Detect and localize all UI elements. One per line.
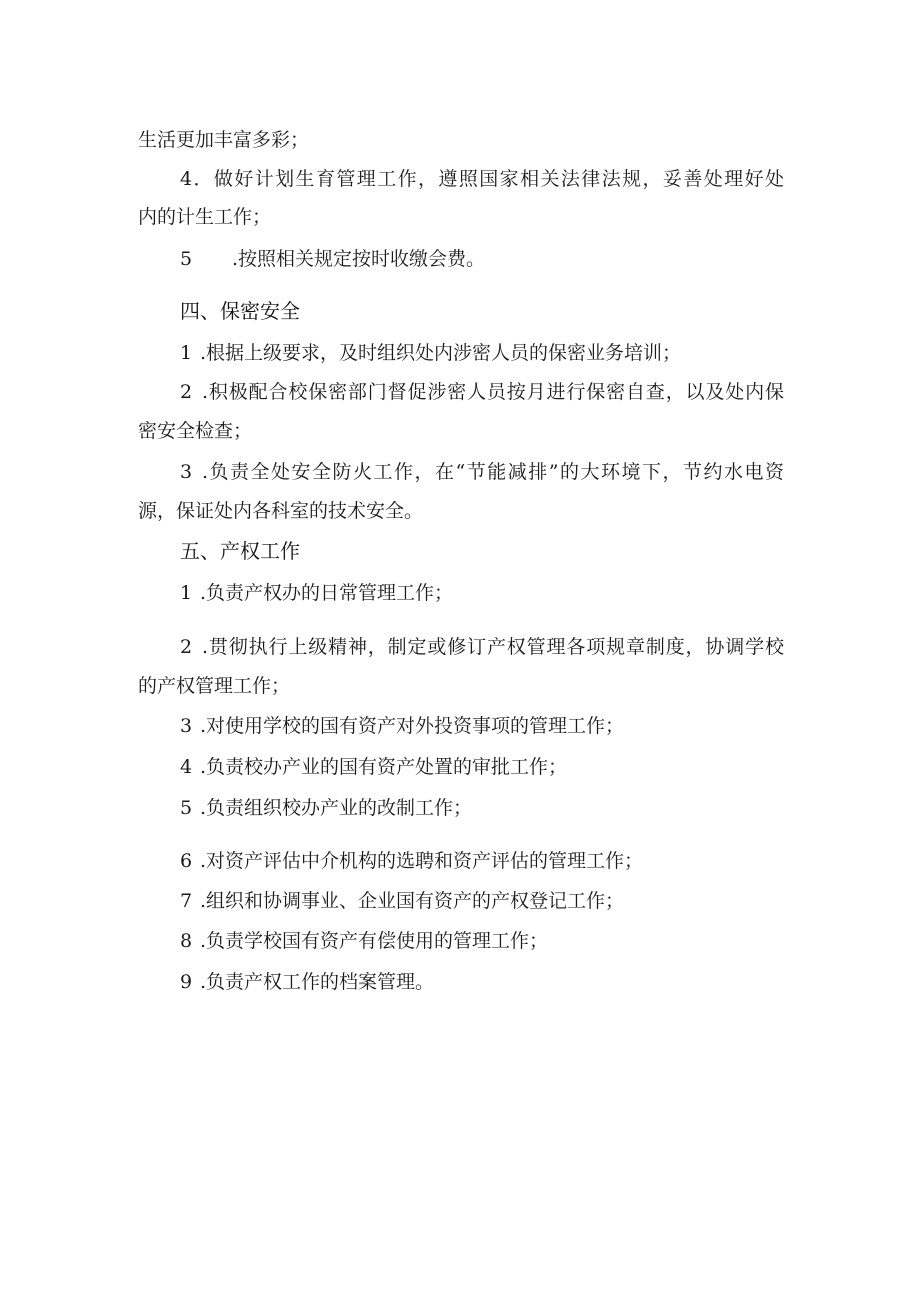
list-item-number: 2 — [180, 636, 193, 658]
list-item-continuation — [138, 205, 271, 229]
paragraph-text: 生活更加丰富多彩； — [138, 129, 310, 151]
list-item-number: 3 — [180, 461, 193, 483]
list-item — [180, 460, 784, 484]
list-item — [180, 167, 784, 191]
list-item-text: .对使用学校的国有资产对外投资事项的管理工作； — [200, 715, 625, 737]
list-item-number: 3 — [180, 715, 193, 737]
list-item-number: 4 — [180, 168, 193, 190]
list-item — [180, 889, 624, 913]
list-item — [180, 635, 784, 659]
list-item-text: .积极配合校保密部门督促涉密人员按月进行保密自查，以及处内保 — [202, 381, 784, 403]
section-heading-text: 五、产权工作 — [180, 539, 300, 563]
section-heading — [180, 539, 300, 563]
list-item-continuation — [138, 674, 290, 698]
list-item-text: .按照相关规定按时收缴会费。 — [232, 248, 486, 270]
list-item-number: 2 — [180, 381, 193, 403]
list-item-text: .负责校办产业的国有资产处置的审批工作； — [200, 756, 568, 778]
section-heading — [180, 299, 300, 323]
list-item-continuation — [138, 419, 252, 443]
list-item-text: 密安全检查； — [138, 420, 253, 442]
list-item — [180, 796, 472, 820]
paragraph-continuation — [138, 128, 309, 152]
section-heading-text: 四、保密安全 — [180, 299, 300, 323]
list-item-text: .负责产权工作的档案管理。 — [200, 971, 435, 993]
list-item-text: 内的计生工作； — [138, 206, 272, 228]
list-item-text: .负责组织校办产业的改制工作； — [200, 797, 473, 819]
list-item-number: 5 — [180, 797, 193, 819]
list-item-text: 源，保证处内各科室的技术安全。 — [138, 500, 424, 522]
list-item — [180, 970, 434, 994]
list-item-number: 4 — [180, 756, 193, 778]
list-item-number: 5 — [180, 248, 193, 270]
list-item-text: .对资产评估中介机构的选聘和资产评估的管理工作； — [200, 850, 644, 872]
list-item-text: ．做好计划生育管理工作，遵照国家相关法律法规，妥善处理好处 — [192, 168, 784, 190]
list-item-text: .负责学校国有资产有偿使用的管理工作； — [200, 930, 549, 952]
list-item — [180, 247, 485, 271]
list-item — [180, 929, 548, 953]
list-item-number: 6 — [180, 850, 193, 872]
list-item-text: .贯彻执行上级精神，制定或修订产权管理各项规章制度，协调学校 — [202, 636, 784, 658]
list-item-text: .负责全处安全防火工作，在“节能减排”的大环境下，节约水电资 — [202, 461, 784, 483]
list-item — [180, 849, 643, 873]
list-item-number: 1 — [180, 582, 193, 604]
list-item-number: 9 — [180, 971, 193, 993]
list-item-number: 1 — [180, 342, 193, 364]
list-item-text: .负责产权办的日常管理工作； — [200, 582, 454, 604]
list-item-number: 8 — [180, 930, 193, 952]
list-item — [180, 755, 567, 779]
list-item — [180, 341, 681, 365]
list-item — [180, 380, 784, 404]
list-item — [180, 714, 624, 738]
list-item — [180, 581, 453, 605]
list-item-continuation — [138, 499, 423, 523]
list-item-text: .组织和协调事业、企业国有资产的产权登记工作； — [200, 890, 625, 912]
list-item-number: 7 — [180, 890, 193, 912]
list-item-text: 的产权管理工作； — [138, 675, 291, 697]
list-item-text: .根据上级要求，及时组织处内涉密人员的保密业务培训； — [200, 342, 682, 364]
